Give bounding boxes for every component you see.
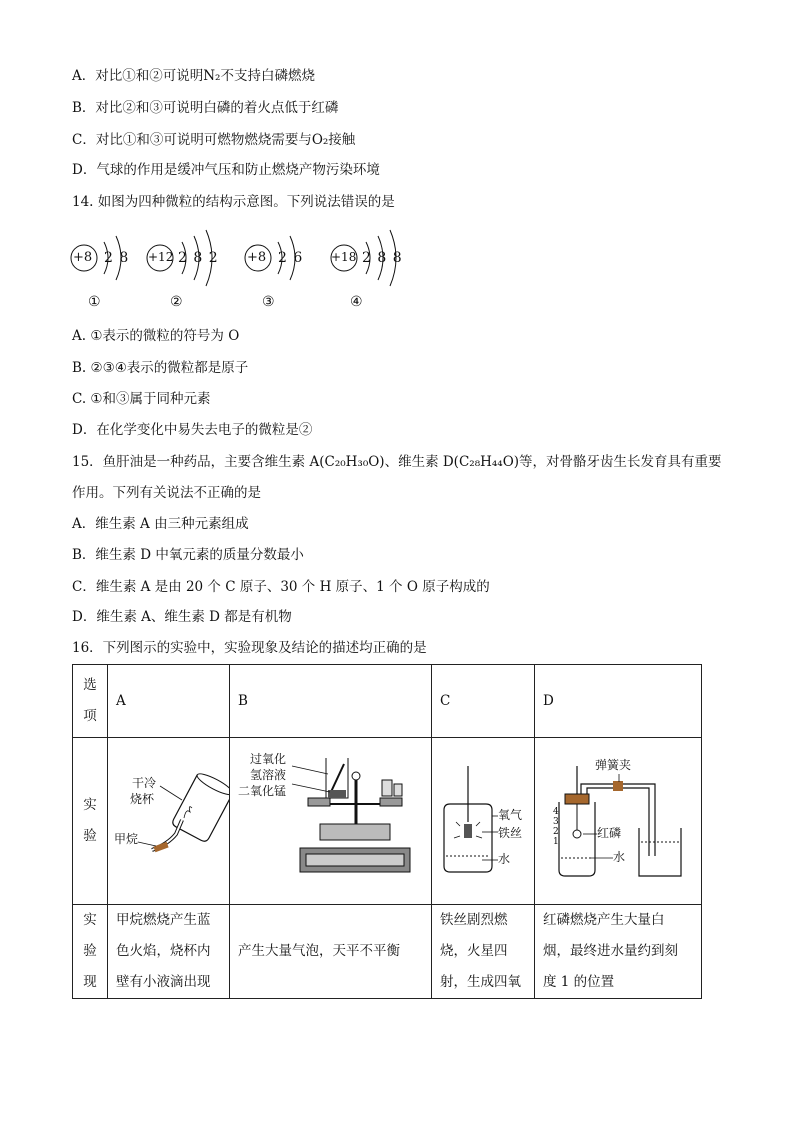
atom-3-shells: 2 6 (278, 250, 304, 266)
header-col0-char1: 选 (83, 677, 97, 693)
q13-option-b: B．对比②和③可说明白磷的着火点低于红磷 (72, 100, 339, 116)
q15-option-b: B．维生素 D 中氧元素的质量分数最小 (72, 547, 304, 563)
q14-option-b: B. ②③④表示的微粒都是原子 (72, 360, 249, 376)
observation-c-line2: 烧，火星四 (440, 943, 508, 959)
experiment-c-figure (432, 738, 535, 905)
observation-a (108, 905, 230, 999)
observation-c (432, 905, 535, 999)
q14-option-d: D．在化学变化中易失去电子的微粒是② (72, 422, 313, 438)
label-red-phosphorus: 红磷 (597, 826, 622, 840)
atom-1-shells: 2 8 (104, 250, 130, 266)
experiment-b-figure (230, 738, 432, 905)
header-d: D (535, 665, 702, 738)
observation-c-line1: 铁丝剧烈燃 (440, 912, 508, 928)
atom-structure-diagrams (66, 224, 426, 320)
atom-4-label: ④ (350, 294, 363, 310)
label-water-c: 水 (498, 852, 511, 866)
experiment-col0 (73, 738, 108, 905)
label-oxygen: 氧气 (498, 808, 523, 822)
q15-stem-line1: 15．鱼肝油是一种药品，主要含维生素 A(C₂₀H₃₀O)、维生素 D(C₂₈H₄₄O)等，对骨骼牙齿生长发育具有重要 (72, 454, 722, 470)
header-col0-char2: 项 (83, 708, 97, 724)
header-a: A (108, 665, 230, 738)
label-mno2: 二氧化锰 (238, 784, 287, 798)
experiment-d-figure (535, 738, 702, 905)
label-peroxide-1: 过氧化 (250, 752, 287, 766)
scale-mark-4: 4 (553, 807, 559, 817)
observation-d-line3: 度 1 的位置 (543, 974, 615, 990)
observation-col0 (73, 905, 108, 999)
experiment-col0-char1: 实 (83, 797, 97, 813)
table-header-row (73, 665, 702, 738)
atom-1-nucleus: +8 (73, 250, 93, 265)
table-experiment-row (73, 738, 702, 905)
observation-a-line2: 色火焰，烧杯内 (116, 943, 211, 959)
observation-a-line1: 甲烷燃烧产生蓝 (116, 912, 211, 928)
atom-diagram-2 (146, 224, 246, 310)
atom-diagram-1 (66, 224, 146, 310)
observation-b: 产生大量气泡，天平不平衡 (230, 905, 432, 999)
table-observation-row (73, 905, 702, 999)
observation-d (535, 905, 702, 999)
atom-diagram-4 (330, 224, 430, 310)
atom-1-label: ① (88, 294, 101, 310)
q15-option-d: D．维生素 A、维生素 D 都是有机物 (72, 609, 292, 625)
observation-d-line1: 红磷燃烧产生大量白 (543, 912, 665, 928)
label-dry-cold: 干冷 (132, 776, 157, 790)
observation-c-line3: 射，生成四氧 (440, 974, 521, 990)
header-col0 (73, 665, 108, 738)
q14-option-c: C. ①和③属于同种元素 (72, 391, 211, 407)
atom-2-shells: 2 8 2 (178, 250, 219, 266)
atom-2-label: ② (170, 294, 183, 310)
atom-3-label: ③ (262, 294, 275, 310)
label-methane: 甲烷 (114, 832, 139, 846)
q16-options-table (72, 664, 702, 999)
label-spring-clip: 弹簧夹 (595, 758, 632, 772)
experiment-col0-char2: 验 (83, 828, 97, 844)
q15-option-c: C．维生素 A 是由 20 个 C 原子、30 个 H 原子、1 个 O 原子构成的 (72, 579, 490, 595)
q13-option-d: D．气球的作用是缓冲气压和防止燃烧产物污染环境 (72, 162, 380, 178)
scale-mark-3: 3 (553, 817, 559, 827)
scale-mark-1: 1 (553, 837, 559, 847)
experiment-a-figure (108, 738, 230, 905)
q16-stem: 16．下列图示的实验中，实验现象及结论的描述均正确的是 (72, 640, 427, 656)
observation-d-line2: 烟，最终进水量约到刻 (543, 943, 678, 959)
atom-2-nucleus: +12 (148, 250, 174, 264)
observation-col0-char1: 实 (83, 912, 97, 928)
observation-col0-char3: 现 (83, 974, 97, 990)
q13-option-a: A．对比①和②可说明N₂不支持白磷燃烧 (72, 68, 315, 84)
label-iron-wire: 铁丝 (498, 826, 523, 840)
label-beaker: 烧杯 (130, 792, 155, 806)
methane-beaker-svg (108, 738, 229, 892)
q13-option-c: C．对比①和③可说明可燃物燃烧需要与O₂接触 (72, 132, 356, 148)
observation-col0-char2: 验 (83, 943, 97, 959)
atom-4-shells: 2 8 8 (362, 250, 403, 266)
atom-4-nucleus: +18 (331, 250, 357, 264)
label-water-d: 水 (613, 850, 626, 864)
q14-stem: 14. 如图为四种微粒的结构示意图。下列说法错误的是 (72, 194, 395, 210)
q14-option-a: A. ①表示的微粒的符号为 O (72, 328, 240, 344)
header-c: C (432, 665, 535, 738)
observation-a-line3: 壁有小液滴出现 (116, 974, 211, 990)
atom-3-nucleus: +8 (247, 250, 267, 265)
q15-stem-line2: 作用。下列有关说法不正确的是 (72, 485, 261, 501)
atom-diagram-3 (244, 224, 324, 310)
q15-option-a: A．维生素 A 由三种元素组成 (72, 516, 249, 532)
header-b: B (230, 665, 432, 738)
scale-mark-2: 2 (553, 827, 559, 837)
label-peroxide-2: 氢溶液 (250, 768, 287, 782)
